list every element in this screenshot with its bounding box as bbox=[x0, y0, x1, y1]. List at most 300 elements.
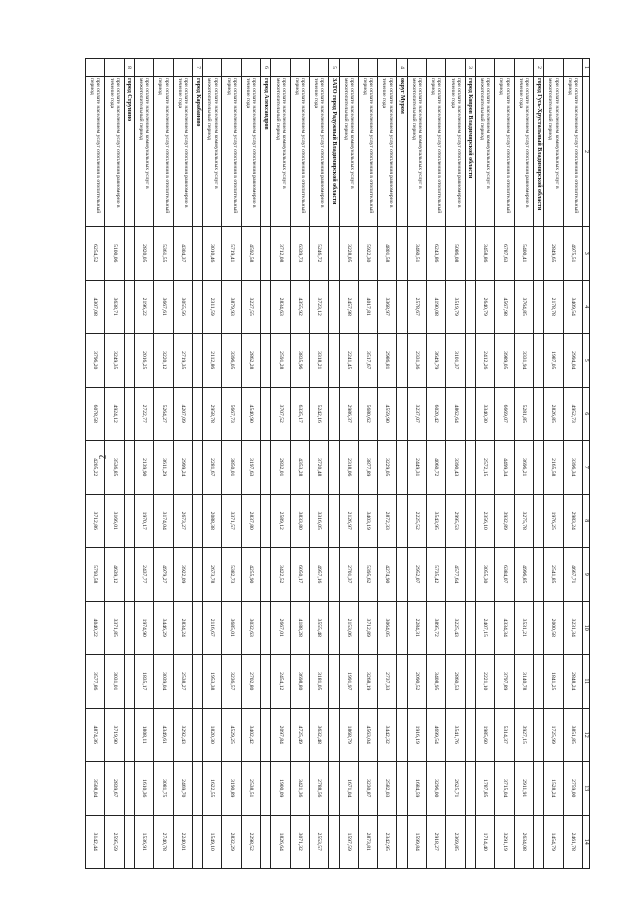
empty-cell bbox=[533, 655, 543, 709]
value-cell: 5395,62 bbox=[358, 548, 377, 602]
value-cell: 3140,78 bbox=[514, 655, 533, 709]
empty-cell bbox=[261, 334, 271, 388]
empty-cell bbox=[533, 441, 543, 495]
value-cell: 3422,52 bbox=[271, 548, 290, 602]
empty-cell bbox=[192, 387, 202, 441]
value-cell: 3340,30 bbox=[476, 387, 495, 441]
value-cell: 3081,75 bbox=[154, 762, 173, 816]
empty-cell bbox=[124, 548, 134, 602]
value-cell: 2281,67 bbox=[203, 441, 222, 495]
column-header: 4 bbox=[582, 280, 589, 334]
value-cell: 3166,01 bbox=[105, 494, 124, 548]
value-cell: 4592,58 bbox=[241, 227, 260, 281]
value-cell: 3712,86 bbox=[86, 494, 105, 548]
value-cell: 3796,20 bbox=[86, 334, 105, 388]
value-cell: 2719,35 bbox=[173, 334, 192, 388]
row-index bbox=[358, 59, 377, 77]
empty-cell bbox=[533, 494, 543, 548]
table-row bbox=[203, 59, 222, 869]
column-header: 9 bbox=[582, 548, 589, 602]
row-index bbox=[154, 59, 173, 77]
value-cell: 3396,34 bbox=[563, 441, 582, 495]
row-label: при оплате населением услуг отопления равномерно в течение года bbox=[378, 77, 397, 227]
value-cell: 3231,34 bbox=[563, 601, 582, 655]
value-cell: 1622,55 bbox=[203, 762, 222, 816]
value-cell: 2090,52 bbox=[407, 655, 426, 709]
value-cell: 3723,12 bbox=[309, 280, 328, 334]
empty-cell bbox=[465, 334, 475, 388]
row-label: при оплате населением услуг отопления равномерно в течение года bbox=[173, 77, 192, 227]
value-cell: 3517,67 bbox=[358, 334, 377, 388]
row-index bbox=[309, 59, 328, 77]
empty-cell bbox=[397, 601, 407, 655]
value-cell: 6339,73 bbox=[290, 227, 309, 281]
empty-cell bbox=[465, 441, 475, 495]
row-index: 2 bbox=[533, 59, 543, 77]
value-cell: 1970,17 bbox=[135, 494, 154, 548]
empty-cell bbox=[192, 334, 202, 388]
value-cell: 1549,10 bbox=[203, 815, 222, 869]
value-cell: 2298,52 bbox=[241, 815, 260, 869]
row-label: при оплате населением услуг отопления в отопительный период bbox=[427, 77, 446, 227]
value-cell: 3408,95 bbox=[427, 655, 446, 709]
empty-cell bbox=[465, 815, 475, 869]
empty-cell bbox=[192, 708, 202, 762]
value-cell: 4577,64 bbox=[446, 548, 465, 602]
row-label: при оплате населением услуг отопления в отопительный период bbox=[495, 77, 514, 227]
column-header: 8 bbox=[582, 494, 589, 548]
value-cell: 1916,19 bbox=[407, 708, 426, 762]
empty-cell bbox=[192, 815, 202, 869]
column-header: 6 bbox=[582, 387, 589, 441]
value-cell: 3764,85 bbox=[514, 280, 533, 334]
empty-cell bbox=[261, 387, 271, 441]
value-cell: 1841,25 bbox=[544, 655, 563, 709]
value-cell: 5361,55 bbox=[154, 227, 173, 281]
empty-cell bbox=[261, 227, 271, 281]
value-cell: 4567,98 bbox=[495, 280, 514, 334]
group-title: округ Муром bbox=[397, 77, 407, 227]
table-row bbox=[241, 59, 260, 869]
empty-cell bbox=[465, 387, 475, 441]
value-cell: 3390,43 bbox=[446, 441, 465, 495]
value-cell: 3230,87 bbox=[358, 762, 377, 816]
value-cell: 3460,51 bbox=[407, 227, 426, 281]
empty-cell bbox=[261, 601, 271, 655]
table-row bbox=[544, 59, 563, 869]
table-row bbox=[495, 59, 514, 869]
empty-cell bbox=[261, 708, 271, 762]
row-index bbox=[476, 59, 495, 77]
value-cell: 3371,57 bbox=[222, 494, 241, 548]
value-cell: 2461,78 bbox=[563, 815, 582, 869]
value-cell: 3421,36 bbox=[290, 762, 309, 816]
value-cell: 2538,27 bbox=[173, 655, 192, 709]
value-cell: 2221,10 bbox=[476, 655, 495, 709]
group-header-row bbox=[329, 59, 339, 869]
table-row bbox=[135, 59, 154, 869]
value-cell: 3032,63 bbox=[241, 601, 260, 655]
value-cell: 1900,09 bbox=[271, 762, 290, 816]
value-cell: 3055,30 bbox=[476, 548, 495, 602]
value-cell: 2832,01 bbox=[271, 441, 290, 495]
empty-cell bbox=[124, 494, 134, 548]
row-label: при оплате населением услуг отопления равномерно в течение года bbox=[514, 77, 533, 227]
column-header: 7 bbox=[582, 441, 589, 495]
row-index bbox=[86, 59, 105, 77]
empty-cell bbox=[465, 494, 475, 548]
table-row bbox=[514, 59, 533, 869]
empty-cell bbox=[397, 387, 407, 441]
value-cell: 5719,41 bbox=[222, 227, 241, 281]
value-cell: 1725,99 bbox=[544, 708, 563, 762]
value-cell: 2722,77 bbox=[135, 387, 154, 441]
value-cell: 3667,61 bbox=[154, 280, 173, 334]
empty-cell bbox=[192, 227, 202, 281]
value-cell: 2407,15 bbox=[476, 601, 495, 655]
empty-cell bbox=[192, 601, 202, 655]
empty-cell bbox=[124, 387, 134, 441]
column-header: 12 bbox=[582, 708, 589, 762]
value-cell: 5382,73 bbox=[222, 548, 241, 602]
value-cell: 3229,05 bbox=[378, 441, 397, 495]
row-label: при оплате населением услуг отопления равномерно в течение года bbox=[309, 77, 328, 227]
row-index bbox=[427, 59, 446, 77]
value-cell: 2437,77 bbox=[135, 548, 154, 602]
value-cell: 4563,04 bbox=[358, 708, 377, 762]
row-index bbox=[135, 59, 154, 77]
row-index: 3 bbox=[465, 59, 475, 77]
value-cell: 3409,54 bbox=[563, 280, 582, 334]
value-cell: 3064,05 bbox=[378, 601, 397, 655]
empty-cell bbox=[124, 815, 134, 869]
group-title: город Струнино bbox=[124, 77, 134, 227]
value-cell: 4307,08 bbox=[86, 280, 105, 334]
value-cell: 2995,53 bbox=[446, 494, 465, 548]
value-cell: 2016,25 bbox=[135, 334, 154, 388]
value-cell: 3833,80 bbox=[290, 494, 309, 548]
table-row bbox=[427, 59, 446, 869]
empty-cell bbox=[261, 815, 271, 869]
value-cell: 3275,78 bbox=[514, 494, 533, 548]
value-cell: 1536,91 bbox=[135, 815, 154, 869]
empty-cell bbox=[329, 655, 339, 709]
value-cell: 4205,22 bbox=[86, 441, 105, 495]
value-cell: 2541,85 bbox=[544, 548, 563, 602]
value-cell: 6669,07 bbox=[495, 387, 514, 441]
value-cell: 2952,07 bbox=[407, 548, 426, 602]
row-index: 4 bbox=[397, 59, 407, 77]
value-cell: 1835,17 bbox=[135, 655, 154, 709]
value-cell: 3989,05 bbox=[495, 334, 514, 388]
row-index bbox=[563, 59, 582, 77]
row-label: при оплате населением услуг отопления в отопительный период bbox=[222, 77, 241, 227]
empty-cell bbox=[261, 655, 271, 709]
value-cell: 4188,28 bbox=[290, 601, 309, 655]
row-index bbox=[514, 59, 533, 77]
value-cell: 2240,01 bbox=[173, 815, 192, 869]
empty-cell bbox=[261, 441, 271, 495]
value-cell: 2112,86 bbox=[203, 334, 222, 388]
group-header-row bbox=[192, 59, 202, 869]
value-cell: 4801,58 bbox=[378, 227, 397, 281]
value-cell: 4979,27 bbox=[154, 548, 173, 602]
value-cell: 2788,56 bbox=[309, 762, 328, 816]
row-label: при оплате населением коммунальных услуг в межотопительный период bbox=[407, 77, 426, 227]
value-cell: 3197,63 bbox=[241, 441, 260, 495]
value-cell: 2000,58 bbox=[544, 601, 563, 655]
value-cell: 3543,95 bbox=[427, 494, 446, 548]
value-cell: 4639,12 bbox=[105, 548, 124, 602]
empty-cell bbox=[124, 601, 134, 655]
column-header: 2 bbox=[582, 77, 589, 227]
value-cell: 4957,16 bbox=[309, 548, 328, 602]
empty-cell bbox=[397, 655, 407, 709]
value-cell: 1684,59 bbox=[407, 762, 426, 816]
value-cell: 1610,36 bbox=[135, 762, 154, 816]
empty-cell bbox=[261, 494, 271, 548]
value-cell: 3649,79 bbox=[427, 334, 446, 388]
value-cell: 4996,85 bbox=[514, 548, 533, 602]
value-cell: 3536,85 bbox=[105, 441, 124, 495]
value-cell: 1597,59 bbox=[339, 815, 358, 869]
row-index bbox=[378, 59, 397, 77]
value-cell: 1599,84 bbox=[407, 815, 426, 869]
group-title: город Александров bbox=[261, 77, 271, 227]
row-label: при оплате населением коммунальных услуг в межотопительный период bbox=[135, 77, 154, 227]
value-cell: 2595,59 bbox=[105, 815, 124, 869]
value-cell: 3446,29 bbox=[154, 601, 173, 655]
value-cell: 2342,95 bbox=[378, 815, 397, 869]
row-index bbox=[271, 59, 290, 77]
row-index bbox=[105, 59, 124, 77]
value-cell: 3228,05 bbox=[339, 227, 358, 281]
row-label: при оплате населением услуг отопления равномерно в течение года bbox=[105, 77, 124, 227]
empty-cell bbox=[533, 387, 543, 441]
value-cell: 3879,93 bbox=[222, 280, 241, 334]
value-cell: 4725,49 bbox=[290, 708, 309, 762]
value-cell: 5264,27 bbox=[154, 387, 173, 441]
value-cell: 4349,61 bbox=[154, 708, 173, 762]
row-index: 5 bbox=[329, 59, 339, 77]
table-row bbox=[339, 59, 358, 869]
value-cell: 3611,29 bbox=[154, 441, 173, 495]
table-row bbox=[446, 59, 465, 869]
value-cell: 3071,32 bbox=[290, 815, 309, 869]
column-header: 10 bbox=[582, 601, 589, 655]
value-cell: 2369,85 bbox=[446, 815, 465, 869]
value-cell: 2469,70 bbox=[173, 762, 192, 816]
table-row bbox=[290, 59, 309, 869]
column-header: 5 bbox=[582, 334, 589, 388]
value-cell: 3850,01 bbox=[222, 441, 241, 495]
value-cell: 4699,54 bbox=[427, 708, 446, 762]
value-cell: 3225,43 bbox=[446, 601, 465, 655]
value-cell: 1976,25 bbox=[544, 494, 563, 548]
value-cell: 2196,22 bbox=[135, 280, 154, 334]
value-cell: 2178,78 bbox=[544, 280, 563, 334]
value-cell: 3039,04 bbox=[154, 655, 173, 709]
value-cell: 3458,86 bbox=[476, 227, 495, 281]
empty-cell bbox=[329, 227, 339, 281]
value-cell: 3236,57 bbox=[222, 655, 241, 709]
group-header-row bbox=[261, 59, 271, 869]
value-cell: 3268,19 bbox=[358, 655, 377, 709]
value-cell: 3851,85 bbox=[563, 708, 582, 762]
value-cell: 2116,67 bbox=[203, 601, 222, 655]
value-cell: 2834,63 bbox=[271, 280, 290, 334]
value-cell: 2873,81 bbox=[358, 815, 377, 869]
group-header-row bbox=[124, 59, 134, 869]
value-cell: 2862,28 bbox=[241, 334, 260, 388]
row-index: 8 bbox=[124, 59, 134, 77]
value-cell: 2553,57 bbox=[309, 815, 328, 869]
group-title: город Ковров Владимирской области bbox=[465, 77, 475, 227]
value-cell: 2578,67 bbox=[407, 280, 426, 334]
empty-cell bbox=[533, 815, 543, 869]
value-cell: 2673,27 bbox=[173, 494, 192, 548]
value-cell: 2702,80 bbox=[241, 655, 260, 709]
value-cell: 3707,52 bbox=[271, 387, 290, 441]
empty-cell bbox=[192, 441, 202, 495]
value-cell: 2701,37 bbox=[339, 548, 358, 602]
row-index bbox=[290, 59, 309, 77]
empty-cell bbox=[261, 762, 271, 816]
empty-cell bbox=[329, 815, 339, 869]
empty-cell bbox=[397, 494, 407, 548]
value-cell: 1820,30 bbox=[203, 708, 222, 762]
table-row bbox=[476, 59, 495, 869]
value-cell: 1974,90 bbox=[135, 601, 154, 655]
column-header: 14 bbox=[582, 815, 589, 869]
value-cell: 3797,89 bbox=[495, 655, 514, 709]
empty-cell bbox=[329, 601, 339, 655]
value-cell: 4353,28 bbox=[290, 441, 309, 495]
empty-cell bbox=[533, 280, 543, 334]
value-cell: 6243,86 bbox=[427, 227, 446, 281]
row-index bbox=[241, 59, 260, 77]
value-cell: 4334,34 bbox=[495, 601, 514, 655]
value-cell: 3318,21 bbox=[309, 334, 328, 388]
table-row bbox=[309, 59, 328, 869]
value-cell: 2449,31 bbox=[407, 441, 426, 495]
value-cell: 6050,17 bbox=[290, 548, 309, 602]
value-cell: 4060,72 bbox=[427, 441, 446, 495]
row-index bbox=[222, 59, 241, 77]
value-cell: 3685,01 bbox=[222, 601, 241, 655]
value-cell: 2165,58 bbox=[544, 441, 563, 495]
value-cell: 4355,92 bbox=[290, 280, 309, 334]
value-cell: 4274,90 bbox=[378, 548, 397, 602]
value-cell: 6787,63 bbox=[495, 227, 514, 281]
value-cell: 2589,12 bbox=[271, 494, 290, 548]
value-cell: 2986,37 bbox=[339, 387, 358, 441]
value-cell: 3220,12 bbox=[154, 334, 173, 388]
row-index bbox=[203, 59, 222, 77]
value-cell: 2097,84 bbox=[271, 708, 290, 762]
table-row bbox=[407, 59, 426, 869]
value-cell: 2911,91 bbox=[514, 762, 533, 816]
empty-cell bbox=[329, 280, 339, 334]
value-cell: 2284,31 bbox=[407, 601, 426, 655]
empty-cell bbox=[124, 334, 134, 388]
value-cell: 2153,06 bbox=[339, 601, 358, 655]
empty-cell bbox=[397, 227, 407, 281]
value-cell: 3101,37 bbox=[446, 334, 465, 388]
value-cell: 2826,85 bbox=[544, 387, 563, 441]
value-cell: 3190,89 bbox=[222, 762, 241, 816]
column-header: 11 bbox=[582, 655, 589, 709]
value-cell: 3296,00 bbox=[427, 762, 446, 816]
value-cell: 3291,19 bbox=[495, 815, 514, 869]
empty-cell bbox=[533, 762, 543, 816]
tariff-table bbox=[85, 58, 590, 869]
empty-cell bbox=[192, 762, 202, 816]
value-cell: 2412,26 bbox=[476, 334, 495, 388]
value-cell: 2820,05 bbox=[135, 227, 154, 281]
value-cell: 6020,42 bbox=[427, 387, 446, 441]
row-label: при оплате населением коммунальных услуг в межотопительный период bbox=[476, 77, 495, 227]
empty-cell bbox=[124, 762, 134, 816]
row-index: 6 bbox=[261, 59, 271, 77]
value-cell: 5086,08 bbox=[446, 227, 465, 281]
value-cell: 3720,48 bbox=[309, 441, 328, 495]
value-cell: 3719,90 bbox=[105, 708, 124, 762]
row-index bbox=[495, 59, 514, 77]
value-cell: 3927,15 bbox=[514, 708, 533, 762]
row-label: при оплате населением услуг отопления равномерно в течение года bbox=[241, 77, 260, 227]
value-cell: 3237,07 bbox=[407, 387, 426, 441]
value-cell: 2673,78 bbox=[203, 548, 222, 602]
table-row bbox=[563, 59, 582, 869]
empty-cell bbox=[329, 334, 339, 388]
value-cell: 2834,24 bbox=[173, 601, 192, 655]
value-cell: 3922,09 bbox=[173, 548, 192, 602]
value-cell: 5735,42 bbox=[427, 548, 446, 602]
empty-cell bbox=[397, 280, 407, 334]
value-cell: 4255,90 bbox=[241, 548, 260, 602]
empty-cell bbox=[465, 280, 475, 334]
value-cell: 5242,16 bbox=[309, 387, 328, 441]
value-cell: 3712,08 bbox=[271, 227, 290, 281]
empty-cell bbox=[329, 708, 339, 762]
value-cell: 2088,38 bbox=[203, 494, 222, 548]
empty-cell bbox=[124, 441, 134, 495]
rotated-page bbox=[85, 58, 590, 868]
value-cell: 1671,04 bbox=[339, 762, 358, 816]
empty-cell bbox=[124, 708, 134, 762]
row-label: при оплате населением услуг отопления в отопительный период bbox=[563, 77, 582, 227]
value-cell: 3638,71 bbox=[105, 280, 124, 334]
empty-cell bbox=[192, 494, 202, 548]
value-cell: 4975,51 bbox=[563, 227, 582, 281]
value-cell: 3835,96 bbox=[290, 334, 309, 388]
column-header: 3 bbox=[582, 227, 589, 281]
value-cell: 3698,80 bbox=[290, 655, 309, 709]
value-cell: 3508,04 bbox=[86, 762, 105, 816]
value-cell: 2994,04 bbox=[563, 334, 582, 388]
value-cell: 4924,12 bbox=[105, 387, 124, 441]
empty-cell bbox=[533, 708, 543, 762]
empty-cell bbox=[192, 655, 202, 709]
value-cell: 3932,89 bbox=[495, 494, 514, 548]
value-cell: 1991,97 bbox=[339, 655, 358, 709]
row-label: при оплате населением коммунальных услуг в межотопительный период bbox=[203, 77, 222, 227]
value-cell: 1987,05 bbox=[544, 334, 563, 388]
value-cell: 2983,24 bbox=[563, 494, 582, 548]
value-cell: 1528,24 bbox=[544, 762, 563, 816]
value-cell: 3396,05 bbox=[222, 334, 241, 388]
